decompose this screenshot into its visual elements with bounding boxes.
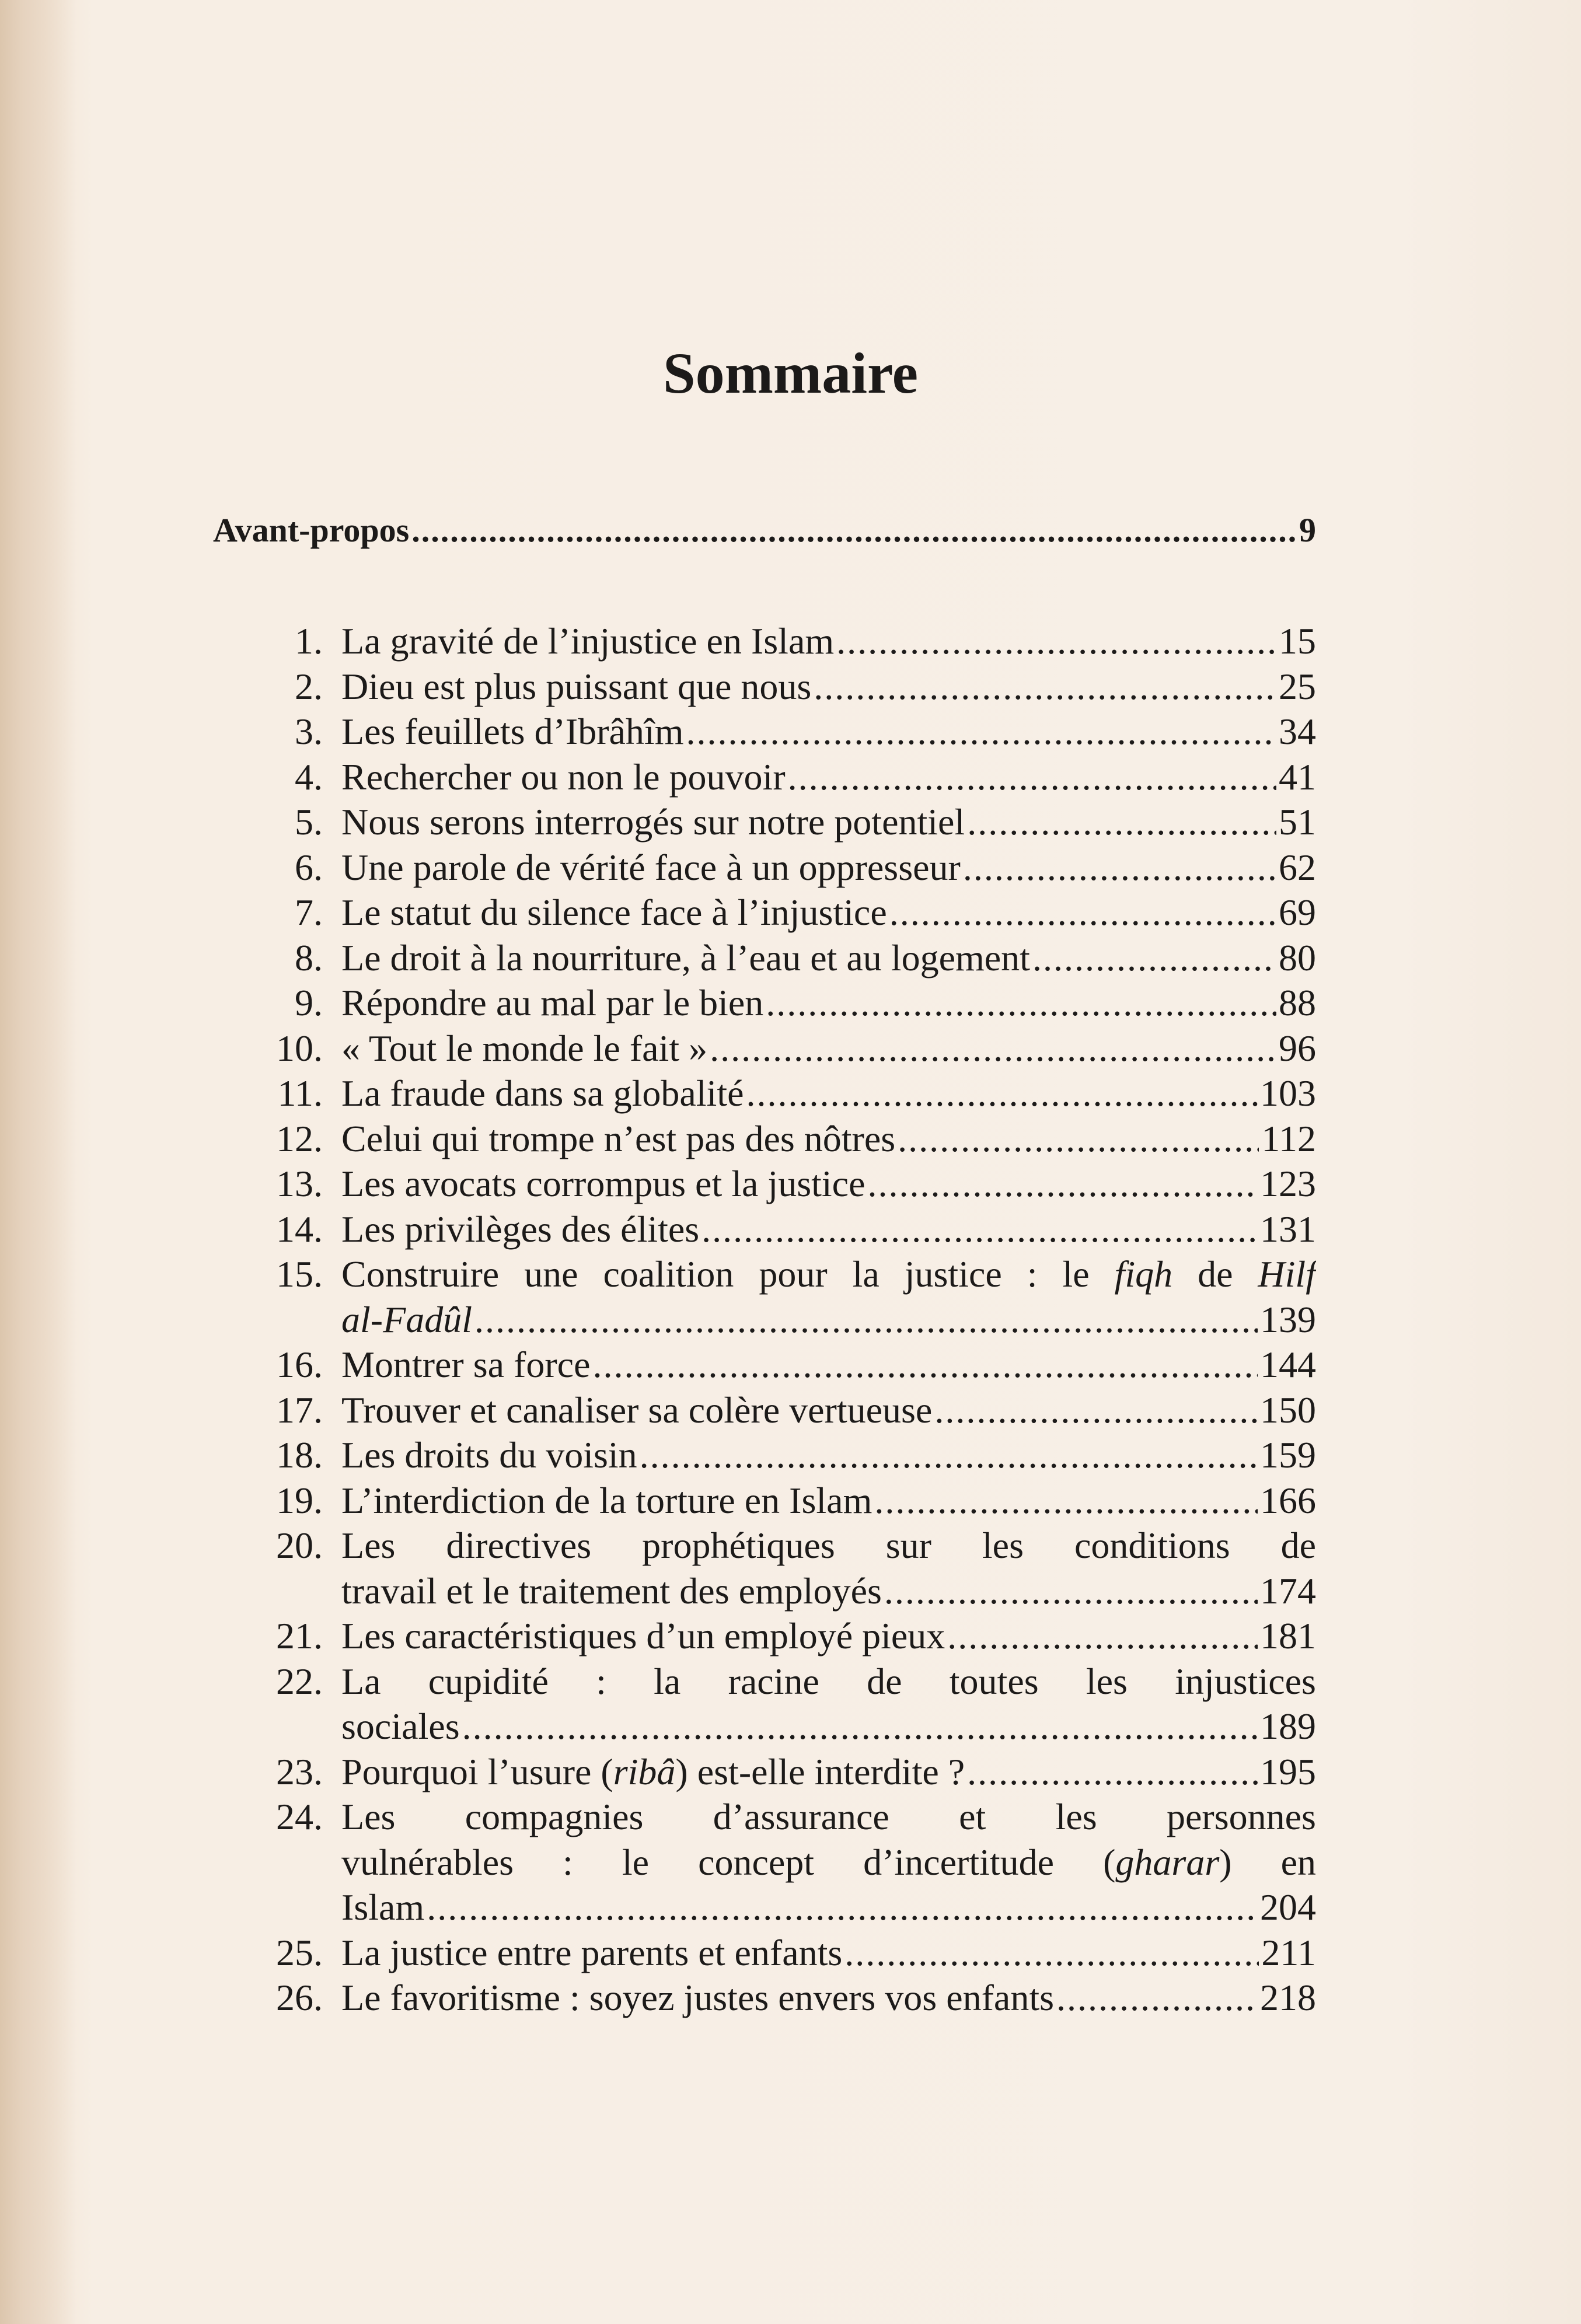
dot-leader <box>814 664 1276 710</box>
toc-entry-line <box>341 890 1316 935</box>
toc-entry-line <box>341 935 1316 981</box>
toc-entry-line <box>341 799 1316 845</box>
toc-entry-line <box>341 709 1316 754</box>
toc-entry-line <box>341 1930 1316 1976</box>
dot-leader <box>889 890 1276 935</box>
toc-entry[interactable] <box>213 1975 1316 2021</box>
toc-entry-label: travail et le traitement des employés <box>341 1570 882 1612</box>
toc-entry-body <box>341 618 1316 664</box>
toc-entry[interactable] <box>213 799 1316 845</box>
toc-entry-label: « Tout le monde le fait » <box>341 1027 708 1069</box>
toc-entry[interactable] <box>213 1794 1316 1930</box>
toc-entry-line <box>341 1388 1316 1433</box>
dot-leader <box>898 1116 1259 1162</box>
toc-entry-number: 25. <box>276 1931 323 1973</box>
dot-leader <box>474 1297 1258 1343</box>
toc-entry-line <box>341 1026 1316 1071</box>
toc-entry-number: 4. <box>295 756 323 798</box>
toc-entry-page: 218 <box>1260 1977 1316 2018</box>
toc-entry-page: 159 <box>1260 1434 1316 1476</box>
toc-entry-label: al-Fadûl <box>341 1298 472 1340</box>
toc-entry-page: 123 <box>1260 1163 1316 1204</box>
toc-entry-label: Nous serons interrogés sur notre potentiel <box>341 801 965 843</box>
toc-entry-number: 9. <box>295 982 323 1023</box>
dot-leader <box>967 1749 1258 1795</box>
toc-entry[interactable] <box>213 754 1316 800</box>
toc-entry-page: 204 <box>1260 1886 1316 1928</box>
toc-entry-label: Avant-propos <box>213 511 410 549</box>
toc-entry-page: 150 <box>1260 1389 1316 1431</box>
toc-entry-number: 14. <box>276 1208 323 1250</box>
toc-entry-label: Trouver et canaliser sa colère vertueuse <box>341 1389 933 1431</box>
toc-entry-number: 22. <box>276 1660 323 1702</box>
toc-entry[interactable] <box>213 1071 1316 1116</box>
toc-entry-body <box>341 1432 1316 1478</box>
dot-leader <box>710 1026 1276 1071</box>
toc-entry-body <box>341 664 1316 710</box>
dot-leader <box>701 1207 1258 1252</box>
toc-entry-page: 112 <box>1261 1117 1316 1159</box>
toc-entry-body <box>341 980 1316 1026</box>
toc-entry-page: 69 <box>1279 892 1316 933</box>
toc-entry-page: 62 <box>1279 846 1316 888</box>
page-title: Sommaire <box>663 341 918 406</box>
toc-entry-body <box>341 1026 1316 1071</box>
dot-leader <box>947 1613 1258 1659</box>
toc-entry-body <box>341 1749 1316 1795</box>
toc-entry-number: 6. <box>295 846 323 888</box>
toc-entry-page: 25 <box>1279 665 1316 707</box>
toc-entry-label: Le statut du silence face à l’injustice <box>341 892 887 933</box>
toc-entry-label: Rechercher ou non le pouvoir <box>341 756 786 798</box>
toc-entry-label: Les caractéristiques d’un employé pieux <box>341 1615 945 1656</box>
toc-entry-body <box>341 1388 1316 1433</box>
dot-leader <box>836 618 1276 664</box>
toc-entry[interactable] <box>213 1342 1316 1388</box>
toc-entry-number: 18. <box>276 1434 323 1476</box>
toc-entry-body <box>341 1342 1316 1388</box>
toc-entry-line <box>341 1885 1316 1930</box>
dot-leader <box>1056 1975 1258 2021</box>
toc-entry[interactable] <box>213 664 1316 710</box>
toc-entry-number: 19. <box>276 1479 323 1521</box>
toc-entry-page: 166 <box>1260 1479 1316 1521</box>
toc-entry-page: 189 <box>1260 1706 1316 1747</box>
toc-entry[interactable] <box>213 1478 1316 1523</box>
toc-entry-line <box>341 664 1316 710</box>
toc-entry-body <box>341 1207 1316 1252</box>
toc-entry-number: 2. <box>295 665 323 707</box>
toc-entry-number: 24. <box>276 1796 323 1837</box>
toc-entry-label: Islam <box>341 1886 425 1928</box>
toc-entry-page: 80 <box>1279 936 1316 978</box>
toc-entry-line <box>341 1568 1316 1614</box>
dot-leader <box>844 1930 1259 1976</box>
toc-entry-page: 103 <box>1260 1072 1316 1114</box>
table-of-contents <box>213 508 1316 2021</box>
toc-entry-number: 17. <box>276 1389 323 1431</box>
dot-leader <box>934 1388 1258 1433</box>
toc-entry-body <box>341 1659 1316 1749</box>
toc-entry-number: 1. <box>295 620 323 662</box>
toc-entry-label: L’interdiction de la torture en Islam <box>341 1479 872 1521</box>
dot-leader <box>867 1161 1258 1207</box>
toc-entry-number: 3. <box>295 711 323 752</box>
dot-leader <box>874 1478 1258 1523</box>
toc-entry-page: 181 <box>1260 1615 1316 1656</box>
toc-entry-body <box>341 1794 1316 1930</box>
toc-entry-page: 51 <box>1279 801 1316 843</box>
toc-entry-label: Une parole de vérité face à un oppresseur <box>341 846 961 888</box>
toc-entry-number: 10. <box>276 1027 323 1069</box>
toc-entry-body <box>341 754 1316 800</box>
toc-entry-label: La fraude dans sa globalité <box>341 1072 744 1114</box>
toc-entry-body <box>341 845 1316 890</box>
toc-entry-body <box>341 1071 1316 1116</box>
toc-entry-label: Celui qui trompe n’est pas des nôtres <box>341 1117 896 1159</box>
toc-entry-body <box>341 1930 1316 1976</box>
toc-entry-line <box>341 1704 1316 1749</box>
toc-entry-page: 195 <box>1260 1750 1316 1792</box>
dot-leader <box>766 980 1276 1026</box>
toc-entry-label: Les feuillets d’Ibrâhîm <box>341 711 684 752</box>
toc-entry-line <box>341 1116 1316 1162</box>
toc-entry-label: Répondre au mal par le bien <box>341 982 764 1023</box>
toc-entry-number: 26. <box>276 1977 323 2018</box>
dot-leader <box>884 1568 1258 1614</box>
toc-entry[interactable] <box>213 980 1316 1026</box>
toc-entry-line <box>341 1613 1316 1659</box>
toc-entry-line: La cupidité : la racine de toutes les injustices <box>341 1660 1316 1702</box>
toc-entry-line <box>341 1975 1316 2021</box>
toc-entry-page: 15 <box>1279 620 1316 662</box>
toc-entry[interactable] <box>213 1161 1316 1207</box>
toc-entry-number: 11. <box>277 1072 323 1114</box>
toc-entry-label: Les avocats corrompus et la justice <box>341 1163 865 1204</box>
toc-entry-label: Montrer sa force <box>341 1344 591 1385</box>
toc-entry-number: 21. <box>276 1615 323 1656</box>
toc-entry-number: 15. <box>276 1253 323 1295</box>
toc-entry-line <box>341 754 1316 800</box>
toc-entry-label: La gravité de l’injustice en Islam <box>341 620 835 662</box>
toc-entry-body <box>341 890 1316 935</box>
toc-entry-number: 12. <box>276 1117 323 1159</box>
toc-entry-number: 23. <box>276 1750 323 1792</box>
toc-entry[interactable] <box>213 1613 1316 1659</box>
dot-leader <box>963 845 1276 890</box>
toc-entry-line <box>341 1478 1316 1523</box>
toc-entry-line: Construire une coalition pour la justice : le fiqh de Hilf <box>341 1253 1316 1295</box>
toc-entry-body <box>341 1613 1316 1659</box>
toc-entry-body <box>341 1252 1316 1342</box>
dot-leader <box>967 799 1276 845</box>
dot-leader <box>686 709 1276 754</box>
toc-entry[interactable] <box>213 1388 1316 1433</box>
toc-entry[interactable] <box>213 1207 1316 1252</box>
toc-entry-label: Dieu est plus puissant que nous <box>341 665 812 707</box>
toc-entry-body <box>341 935 1316 981</box>
dot-leader <box>592 1342 1258 1388</box>
dot-leader <box>411 508 1297 553</box>
toc-entry-body <box>341 1523 1316 1613</box>
toc-entry-body <box>341 1478 1316 1523</box>
toc-entry-number: 7. <box>295 892 323 933</box>
toc-entry[interactable] <box>213 845 1316 890</box>
toc-entry-body <box>341 709 1316 754</box>
toc-entry-line <box>341 980 1316 1026</box>
toc-entry-number: 8. <box>295 936 323 978</box>
toc-entry-page: 41 <box>1279 756 1316 798</box>
toc-entry[interactable] <box>213 890 1316 935</box>
toc-entry-number: 20. <box>276 1525 323 1566</box>
dot-leader <box>746 1071 1258 1116</box>
toc-entry-body <box>341 1116 1316 1162</box>
toc-entry[interactable] <box>213 1432 1316 1478</box>
toc-entry-number: 5. <box>295 801 323 843</box>
toc-entry-number: 16. <box>276 1344 323 1385</box>
toc-entry[interactable] <box>213 709 1316 754</box>
toc-entry-label: Pourquoi l’usure (ribâ) est-elle interdite ? <box>341 1750 965 1792</box>
dot-leader <box>640 1432 1258 1478</box>
toc-entry-line <box>341 1432 1316 1478</box>
toc-entry[interactable] <box>213 1930 1316 1976</box>
toc-entry-page: 88 <box>1279 982 1316 1023</box>
toc-entry-label: Les privilèges des élites <box>341 1208 700 1250</box>
dot-leader <box>788 754 1276 800</box>
toc-entry[interactable] <box>213 1252 1316 1342</box>
dot-leader <box>462 1704 1258 1749</box>
toc-entry-body <box>341 799 1316 845</box>
toc-entry-page: 144 <box>1260 1344 1316 1385</box>
toc-entry-line <box>341 845 1316 890</box>
toc-entry-line: Les directives prophétiques sur les conditions de <box>341 1525 1316 1566</box>
toc-entry-page: 131 <box>1260 1208 1316 1250</box>
toc-entry-label: Le droit à la nourriture, à l’eau et au logement <box>341 936 1030 978</box>
toc-entry-line <box>341 1207 1316 1252</box>
toc-entry-page: 174 <box>1260 1570 1316 1612</box>
toc-entry[interactable] <box>213 618 1316 664</box>
toc-entry-line <box>341 1071 1316 1116</box>
toc-entry-page: 139 <box>1260 1298 1316 1340</box>
toc-entry[interactable] <box>213 1659 1316 1749</box>
toc-entry-page: 9 <box>1299 511 1316 549</box>
toc-entry-page: 211 <box>1261 1931 1316 1973</box>
toc-entry-line <box>341 1749 1316 1795</box>
toc-entry-body <box>341 1161 1316 1207</box>
toc-entry[interactable] <box>213 1749 1316 1795</box>
dot-leader <box>427 1885 1258 1930</box>
toc-entry-label: Le favoritisme : soyez justes envers vos enfants <box>341 1977 1054 2018</box>
toc-list <box>213 618 1316 2021</box>
toc-entry-line <box>341 1161 1316 1207</box>
toc-entry-number: 13. <box>276 1163 323 1204</box>
toc-entry[interactable] <box>213 935 1316 981</box>
toc-entry-line <box>341 1342 1316 1388</box>
toc-entry[interactable] <box>213 1026 1316 1071</box>
dot-leader <box>1032 935 1276 981</box>
toc-entry-line: vulnérables : le concept d’incertitude (gharar) en <box>341 1841 1316 1883</box>
toc-entry-label: La justice entre parents et enfants <box>341 1931 843 1973</box>
toc-entry-body <box>341 1975 1316 2021</box>
toc-entry[interactable] <box>213 1523 1316 1613</box>
toc-entry-line: Les compagnies d’assurance et les personnes <box>341 1796 1316 1837</box>
toc-entry[interactable] <box>213 1116 1316 1162</box>
toc-entry-label: sociales <box>341 1706 460 1747</box>
toc-entry-avant-propos[interactable] <box>213 508 1316 554</box>
toc-entry-page: 96 <box>1279 1027 1316 1069</box>
toc-entry-line <box>341 1297 1316 1343</box>
toc-entry-label: Les droits du voisin <box>341 1434 637 1476</box>
toc-entry-page: 34 <box>1279 711 1316 752</box>
toc-entry-line <box>341 618 1316 664</box>
